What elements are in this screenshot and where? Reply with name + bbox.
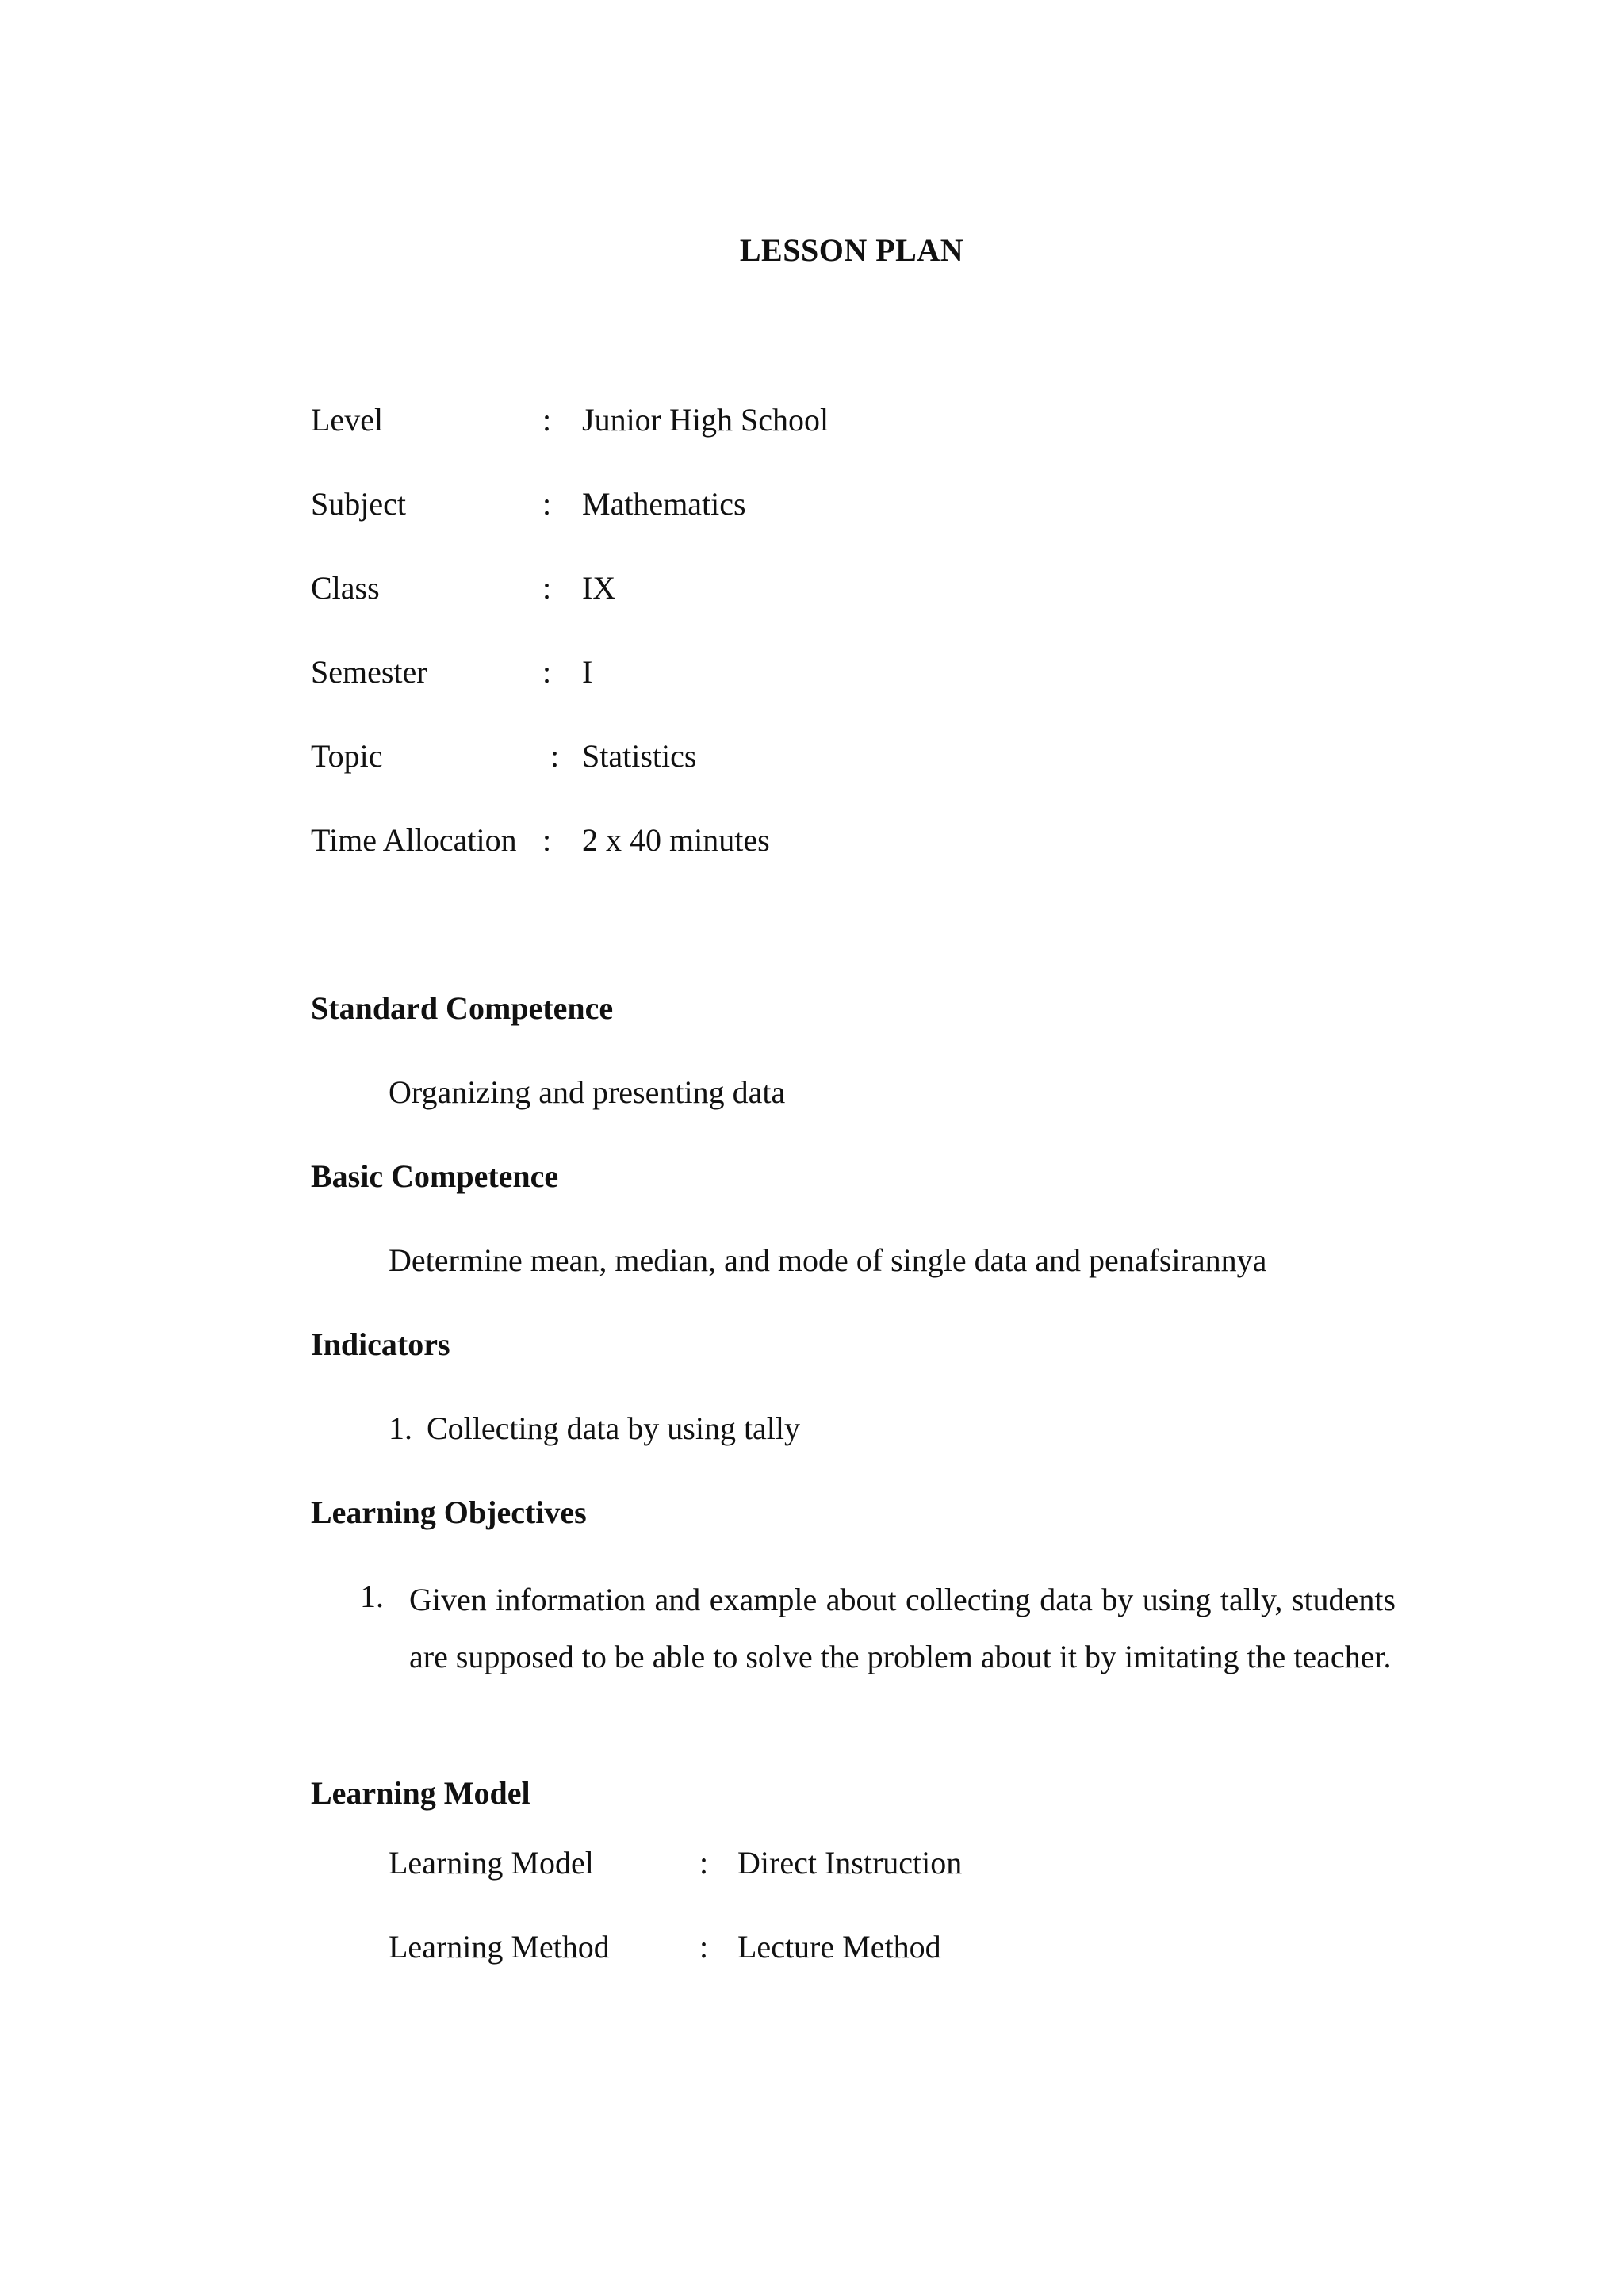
info-colon: : xyxy=(542,486,552,522)
objective-number: 1. xyxy=(360,1578,384,1614)
indicators-heading: Indicators xyxy=(311,1326,450,1362)
indicator-text: Collecting data by using tally xyxy=(427,1410,801,1446)
basic-competence-text: Determine mean, median, and mode of single data and penafsirannya xyxy=(389,1242,1267,1278)
standard-competence-text: Organizing and presenting data xyxy=(389,1074,786,1110)
objective-text: Given information and example about collecting data by using tally, students are supposed to be able to solve the problem about it by imitating the teacher. xyxy=(409,1582,1396,1674)
info-label: Semester xyxy=(311,654,427,690)
info-label: Level xyxy=(311,402,384,438)
info-value: Mathematics xyxy=(582,486,746,522)
info-colon: : xyxy=(542,654,552,690)
info-colon: : xyxy=(542,402,552,438)
model-value: Lecture Method xyxy=(737,1929,941,1965)
info-label: Class xyxy=(311,570,380,606)
learning-model-heading: Learning Model xyxy=(311,1775,530,1811)
info-colon: : xyxy=(550,738,560,774)
model-colon: : xyxy=(699,1845,709,1881)
basic-competence-heading: Basic Competence xyxy=(311,1158,559,1194)
info-colon: : xyxy=(542,822,552,858)
info-value: I xyxy=(582,654,593,690)
info-value: Junior High School xyxy=(582,402,829,438)
model-value: Direct Instruction xyxy=(737,1845,963,1881)
model-colon: : xyxy=(699,1929,709,1965)
standard-competence-heading: Standard Competence xyxy=(311,990,614,1026)
info-colon: : xyxy=(542,570,552,606)
info-label: Subject xyxy=(311,486,406,522)
info-label: Time Allocation xyxy=(311,822,517,858)
learning-objectives-heading: Learning Objectives xyxy=(311,1494,587,1530)
info-value: 2 x 40 minutes xyxy=(582,822,770,858)
model-label: Learning Model xyxy=(389,1845,594,1881)
model-label: Learning Method xyxy=(389,1929,610,1965)
info-label: Topic xyxy=(311,738,383,774)
page-title: LESSON PLAN xyxy=(739,232,964,268)
info-value: Statistics xyxy=(582,738,697,774)
indicator-number: 1. xyxy=(389,1410,412,1446)
info-value: IX xyxy=(582,570,616,606)
